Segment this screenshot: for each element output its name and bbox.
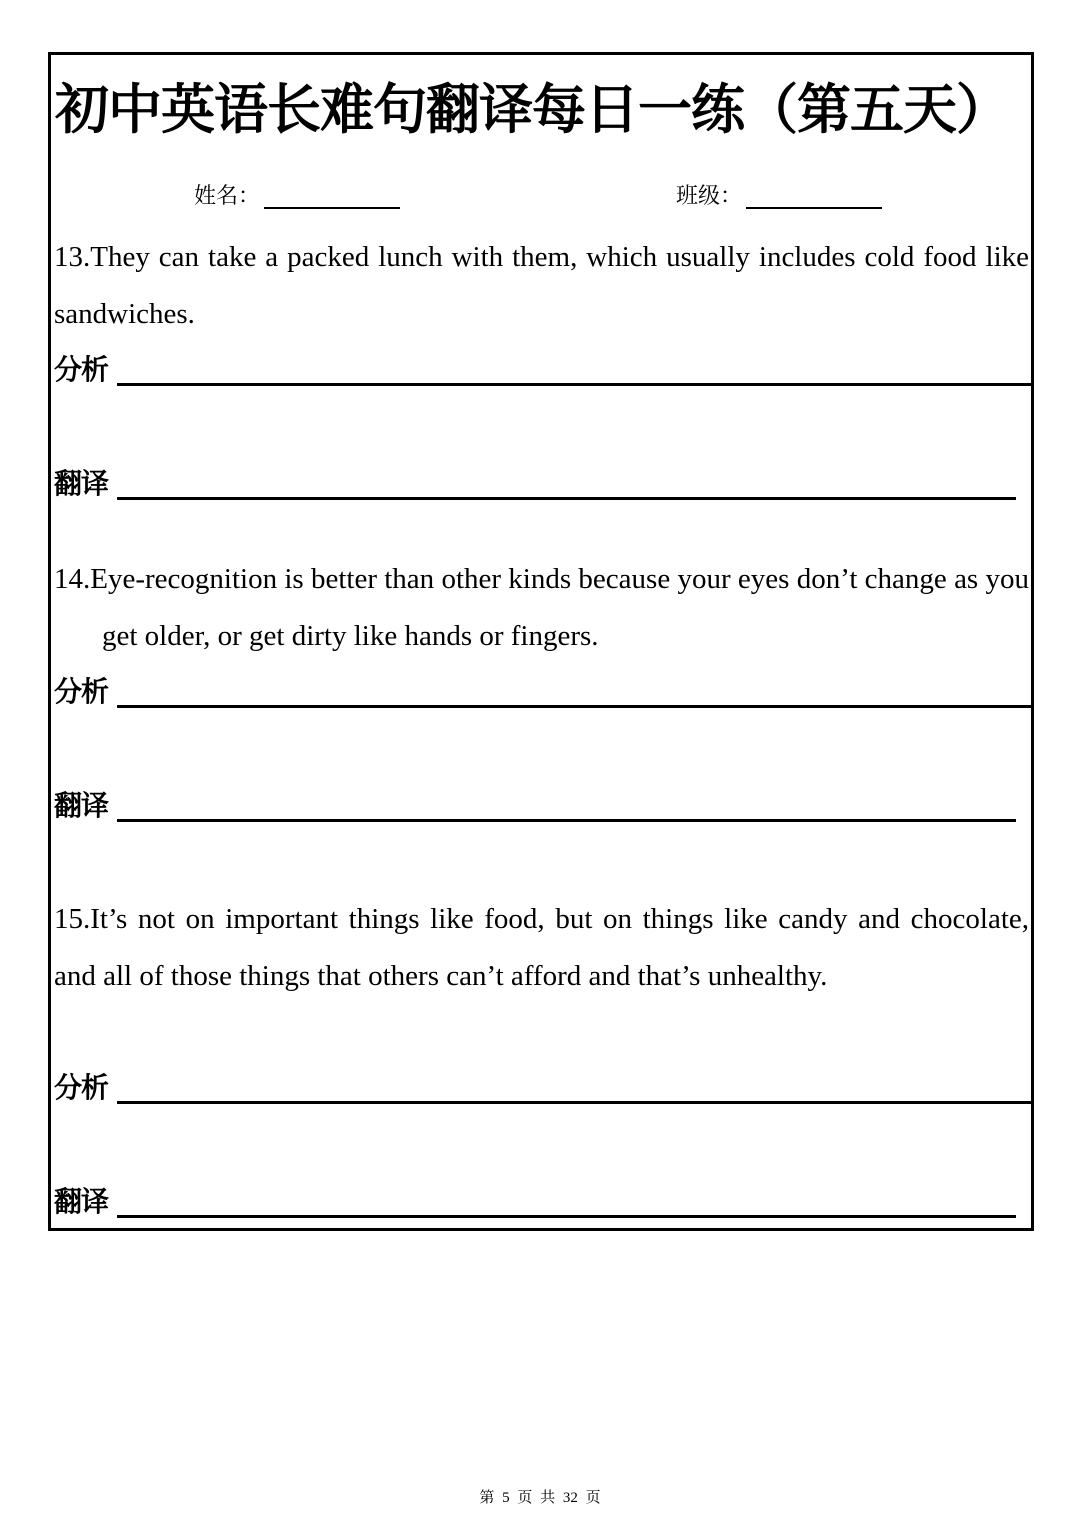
page-title: 初中英语长难句翻译每日一练（第五天） bbox=[55, 78, 1009, 141]
analysis-label-15: 分析 bbox=[54, 1071, 109, 1104]
question-13: 13.They can take a packed lunch with them, which usually includes cold food like sandwiches. bbox=[54, 241, 1029, 330]
analysis-label-13: 分析 bbox=[54, 353, 109, 386]
class-blank[interactable] bbox=[746, 207, 882, 209]
translation-label-14: 翻译 bbox=[54, 789, 109, 822]
name-field bbox=[194, 185, 400, 209]
translation-label-15: 翻译 bbox=[54, 1185, 109, 1218]
name-blank[interactable] bbox=[264, 207, 400, 209]
translation-line-14[interactable] bbox=[117, 819, 1016, 822]
translation-line-15[interactable] bbox=[117, 1215, 1016, 1218]
analysis-line-13[interactable] bbox=[117, 383, 1031, 386]
class-label: 班级： bbox=[676, 183, 743, 208]
translation-label-13: 翻译 bbox=[54, 467, 109, 500]
translation-line-13[interactable] bbox=[117, 497, 1016, 500]
question-15: 15.It’s not on important things like food, but on things like candy and chocolate, and all of those things that others can’t afford and that’s unhealthy. bbox=[54, 903, 1029, 992]
worksheet-frame bbox=[48, 52, 1034, 1231]
class-field bbox=[676, 185, 882, 209]
page-number: 第 5 页 共 32 页 bbox=[479, 1490, 601, 1506]
analysis-line-15[interactable] bbox=[117, 1101, 1031, 1104]
question-14: 14.Eye-recognition is better than other kinds because your eyes don’t change as you get older, or get dirty like hands or fingers. bbox=[54, 563, 1029, 652]
analysis-line-14[interactable] bbox=[117, 705, 1031, 708]
name-label: 姓名： bbox=[194, 183, 261, 208]
analysis-label-14: 分析 bbox=[54, 675, 109, 708]
